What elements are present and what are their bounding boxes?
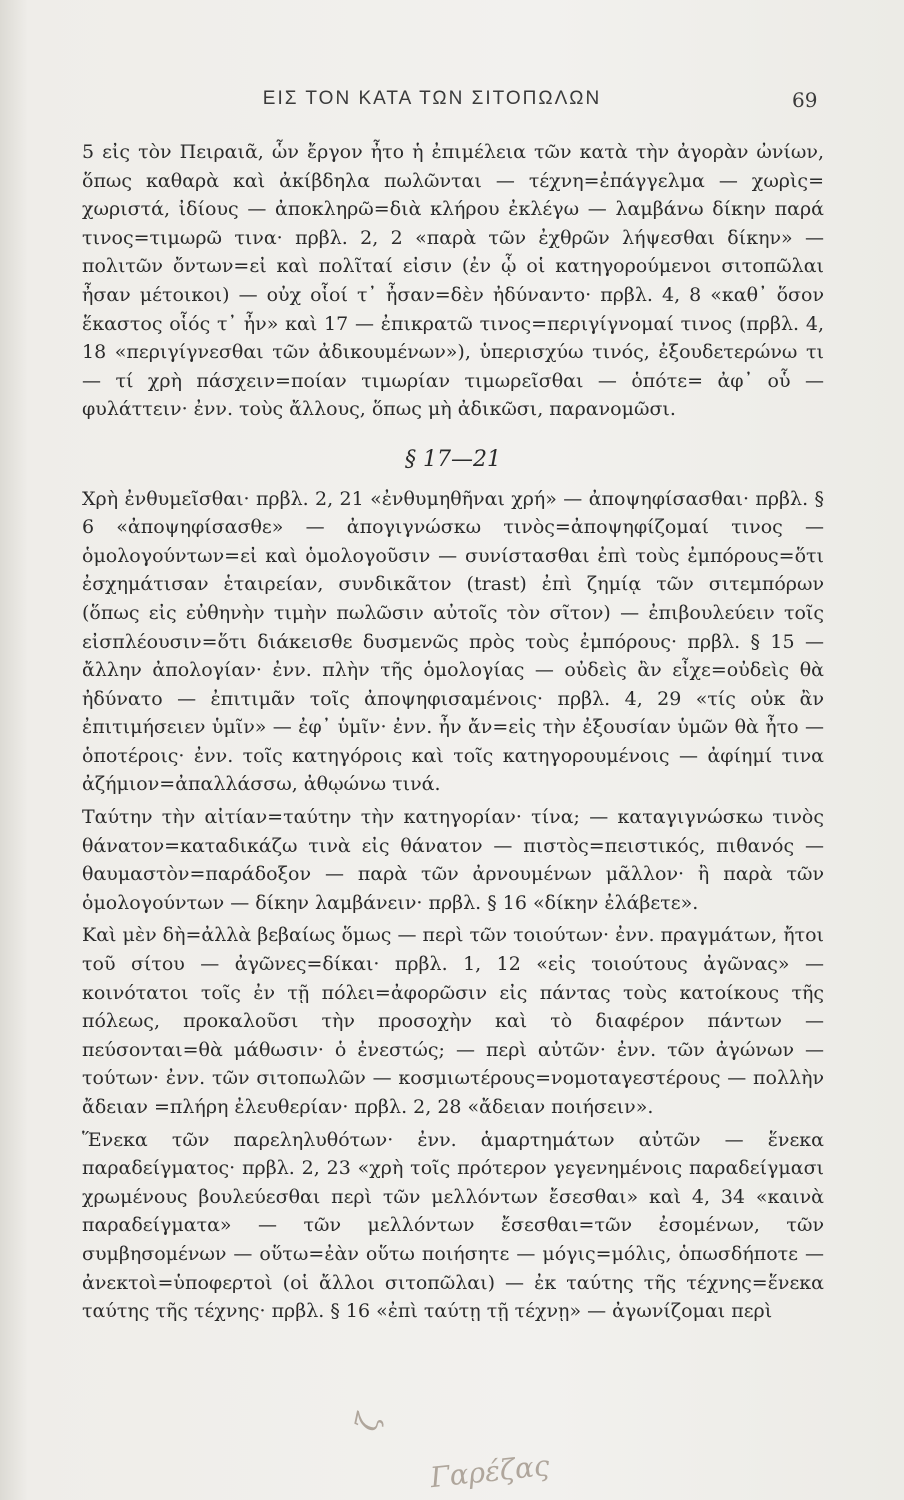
commentary-paragraph: Ἕνεκα τῶν παρεληλυθότων· ἐνν. ἁμαρτημάτων αὐτῶν — ἕνεκα παραδείγματος· πρβλ. 2, 23 «χρὴ τοῖς πρότερον γεγενημένοις παραδείγμασι χρωμένους βουλεύεσθαι περὶ τῶν μελλόντων ἔσεσθαι» καὶ 4, 34 «καινὰ παραδείγματα» — τῶν μελλόντων ἔσεσθαι=τῶν ἐσομένων, τῶν συμβησομένων — οὕτω=ἐὰν οὕτω ποιήσητε — μόγις=μόλις, ὁπωσδήποτε — ἀνεκτοὶ=ὑποφερτοὶ (οἱ ἄλλοι σιτοπῶλαι) — ἐκ ταύτης τῆς τέχνης=ἕνεκα ταύτης τῆς τέχνης· πρβλ. § 16 «ἐπὶ ταύτῃ τῇ τέχνῃ» — ἀγωνίζομαι περὶ — [82, 1128, 824, 1323]
commentary-paragraph: Χρὴ ἐνθυμεῖσθαι· πρβλ. 2, 21 «ἐνθυμηθῆναι χρή» — ἀποψηφίσασθαι· πρβλ. § 6 «ἀποψηφίσασθε» — ἀπογιγνώσκω τινὸς=ἀποψηφίζομαί τινος — ὁμολογούντων=εἰ καὶ ὁμολογοῦσιν — συνίστασθαι ἐπὶ τοὺς ἐμπόρους=ὅτι ἐσχημάτισαν ἑταιρείαν, συνδικᾶτον (trast) ἐπὶ ζημίᾳ τῶν σιτεμπόρων (ὅπως εἰς εὐθηνὴν τιμὴν πωλῶσιν αὐτοῖς τὸν σῖτον) — ἐπιβουλεύειν τοῖς εἰσπλέουσιν=ὅτι διάκεισθε δυσμενῶς πρὸς τοὺς ἐμπόρους· πρβλ. § 15 — ἄλλην ἀπολογίαν· ἐνν. πλὴν τῆς ὁμολογίας — οὐδεὶς ἂν εἶχε=οὐδεὶς θὰ ἠδύνατο — ἐπιτιμᾶν τοῖς ἀποψηφισαμένοις· πρβλ. 4, 29 «τίς οὐκ ἂν ἐπιτιμήσειεν ὑμῖν» — ἐφ᾽ ὑμῖν· ἐνν. ἦν ἄν=εἰς τὴν ἐξουσίαν ὑμῶν θὰ ἦτο — ὁποτέροις· ἐνν. τοῖς κατηγόροις καὶ τοῖς κατηγορουμένοις — ἀφίημί τινα ἀζήμιον=ἀπαλλάσσω, ἀθῳώνω τινά. — [82, 487, 824, 796]
page-number: 69 — [792, 88, 818, 112]
commentary-body — [82, 138, 824, 1326]
running-title: ΕΙΣ ΤΟΝ ΚΑΤΑ ΤΩΝ ΣΙΤΟΠΩΛΩΝ — [262, 88, 602, 109]
commentary-paragraph: Ταύτην τὴν αἰτίαν=ταύτην τὴν κατηγορίαν· τίνα; — καταγιγνώσκω τινὸς θάνατον=καταδικάζω τινὰ εἰς θάνατον — πιστὸς=πειστικός, πιθανός — θαυμαστὸν=παράδοξον — παρὰ τῶν ἀρνουμένων μᾶλλον· ἢ παρὰ τῶν ὁμολογούντων — δίκην λαμβάνειν· πρβλ. § 16 «δίκην ἐλάβετε». — [82, 806, 824, 914]
commentary-paragraph: Καὶ μὲν δὴ=ἀλλὰ βεβαίως ὅμως — περὶ τῶν τοιούτων· ἐνν. πραγμάτων, ἤτοι τοῦ σίτου — ἀγῶνες=δίκαι· πρβλ. 1, 12 «εἰς τοιούτους ἀγῶνας» — κοινότατοι τοῖς ἐν τῇ πόλει=ἀφορῶσιν εἰς πάντας τοὺς κατοίκους τῆς πόλεως, προκαλοῦσι τὴν προσοχὴν καὶ τὸ διαφέρον πάντων — πεύσονται=θὰ μάθωσιν· ὁ ἐνεστώς; — περὶ αὐτῶν· ἐνν. τῶν ἀγώνων — τούτων· ἐνν. τῶν σιτοπωλῶν — κοσμιωτέρους=νομοταγεστέρους — πολλὴν ἄδειαν =πλήρη ἐλευθερίαν· πρβλ. 2, 28 «ἄδειαν ποιήσειν». — [82, 924, 824, 1118]
handwritten-signature: Γαρέζας — [428, 1448, 551, 1495]
section-heading: § 17—21 — [405, 446, 501, 472]
commentary-paragraph: 5 εἰς τὸν Πειραιᾶ, ὧν ἔργον ἦτο ἡ ἐπιμέλεια τῶν κατὰ τὴν ἀγορὰν ὠνίων, ὅπως καθαρὰ καὶ ἀκίβδηλα πωλῶνται — τέχνη=ἐπάγγελμα — χωρὶς= χωριστά, ἰδίους — ἀποκληρῶ=διὰ κλήρου ἐκλέγω — λαμβάνω δίκην παρά τινος=τιμωρῶ τινα· πρβλ. 2, 2 «παρὰ τῶν ἐχθρῶν λήψεσθαι δίκην» — πολιτῶν ὄντων=εἰ καὶ πολῖταί εἰσιν (ἐν ᾧ οἱ κατηγορούμενοι σιτοπῶλαι ἦσαν μέτοικοι) — οὐχ οἷοί τ᾽ ἦσαν=δὲν ἠδύναντο· πρβλ. 4, 8 «καθ᾽ ὅσον ἕκαστος οἷός τ᾽ ἦν» καὶ 17 — ἐπικρατῶ τινος=περιγίγνομαί τινος (πρβλ. 4, 18 «περιγίγνεσθαι τῶν ἀδικουμένων»), ὑπερισχύω τινός, ἐξουδετερώνω τι — τί χρὴ πάσχειν=ποίαν τιμωρίαν τιμωρεῖσθαι — ὁπότε= ἀφ᾽ οὗ — φυλάττειν· ἐνν. τοὺς ἄλλους, ὅπως μὴ ἀδικῶσι, παρανομῶσι. — [82, 141, 824, 421]
handwritten-note: ζ — [349, 1410, 387, 1435]
page-header — [0, 88, 904, 118]
